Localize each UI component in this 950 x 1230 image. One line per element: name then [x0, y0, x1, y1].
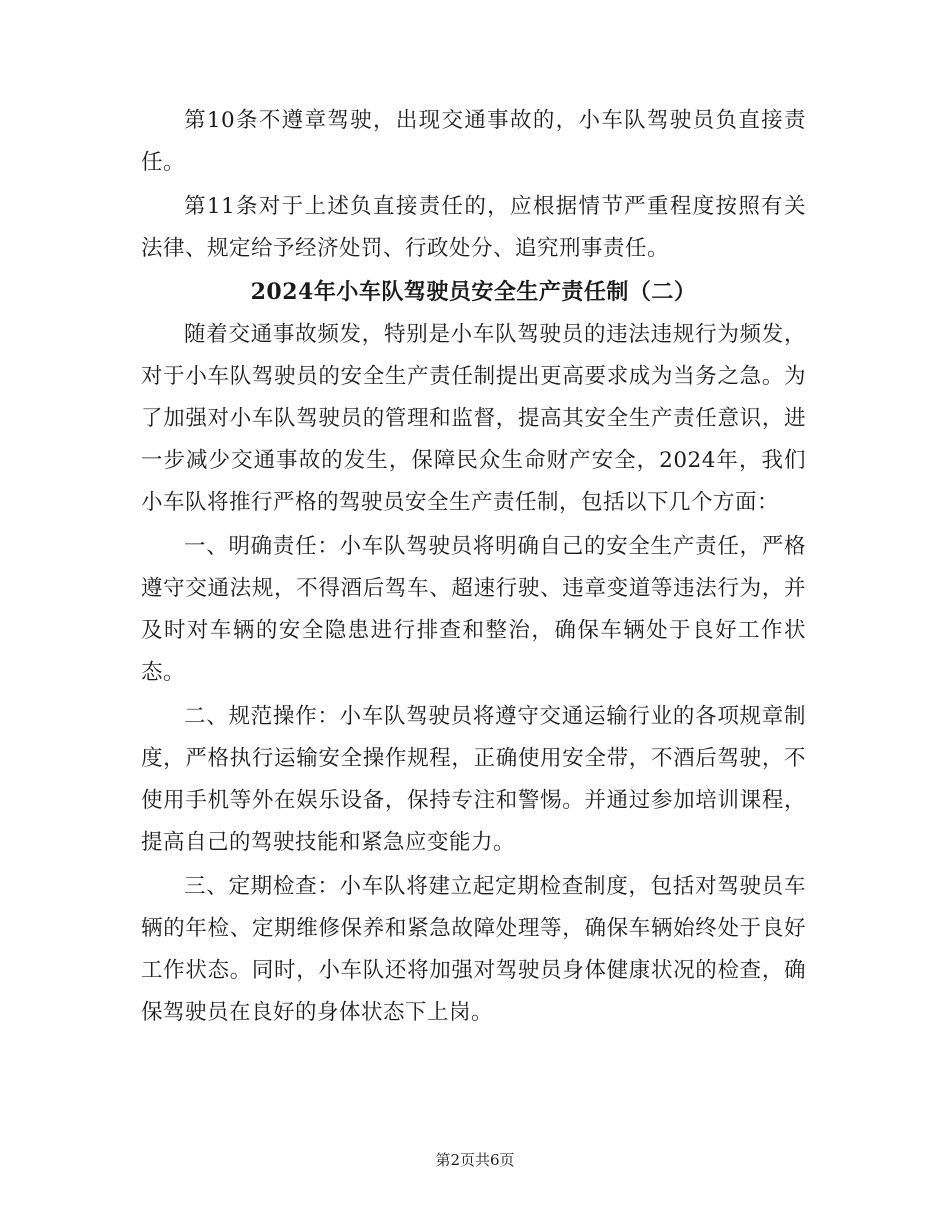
paragraph-standard-operation: 二、规范操作：小车队驾驶员将遵守交通运输行业的各项规章制度，严格执行运输安全操作规程，正确使用安全带，不酒后驾驶，不使用手机等外在娱乐设备，保持专注和警惕。并通过参加培训课程，提高自己的驾驶技能和紧急应变能力。: [141, 704, 806, 855]
page-footer: 第2页共6页: [435, 1151, 515, 1169]
section-title: 2024年小车队驾驶员安全生产责任制（二）: [250, 279, 697, 305]
paragraph-article-10: 第10条不遵章驾驶，出现交通事故的，小车队驾驶员负直接责任。: [141, 108, 806, 175]
paragraph-clear-responsibility: 一、明确责任：小车队驾驶员将明确自己的安全生产责任，严格遵守交通法规，不得酒后驾车、超速行驶、违章变道等违法行为，并及时对车辆的安全隐患进行排查和整治，确保车辆处于良好工作状态。: [141, 534, 806, 685]
document-body: [141, 100, 806, 1034]
paragraph-article-11: 第11条对于上述负直接责任的，应根据情节严重程度按照有关法律、规定给予经济处罚、行政处分、追究刑事责任。: [141, 194, 806, 261]
paragraph-intro: 随着交通事故频发，特别是小车队驾驶员的违法违规行为频发，对于小车队驾驶员的安全生产责任制提出更高要求成为当务之急。为了加强对小车队驾驶员的管理和监督，提高其安全生产责任意识，进一步减少交通事故的发生，保障民众生命财产安全，2024年，我们小车队将推行严格的驾驶员安全生产责任制，包括以下几个方面：: [141, 322, 806, 515]
paragraph-regular-inspection: 三、定期检查：小车队将建立起定期检查制度，包括对驾驶员车辆的年检、定期维修保养和紧急故障处理等，确保车辆始终处于良好工作状态。同时，小车队还将加强对驾驶员身体健康状况的检查，确保驾驶员在良好的身体状态下上岗。: [141, 874, 806, 1025]
